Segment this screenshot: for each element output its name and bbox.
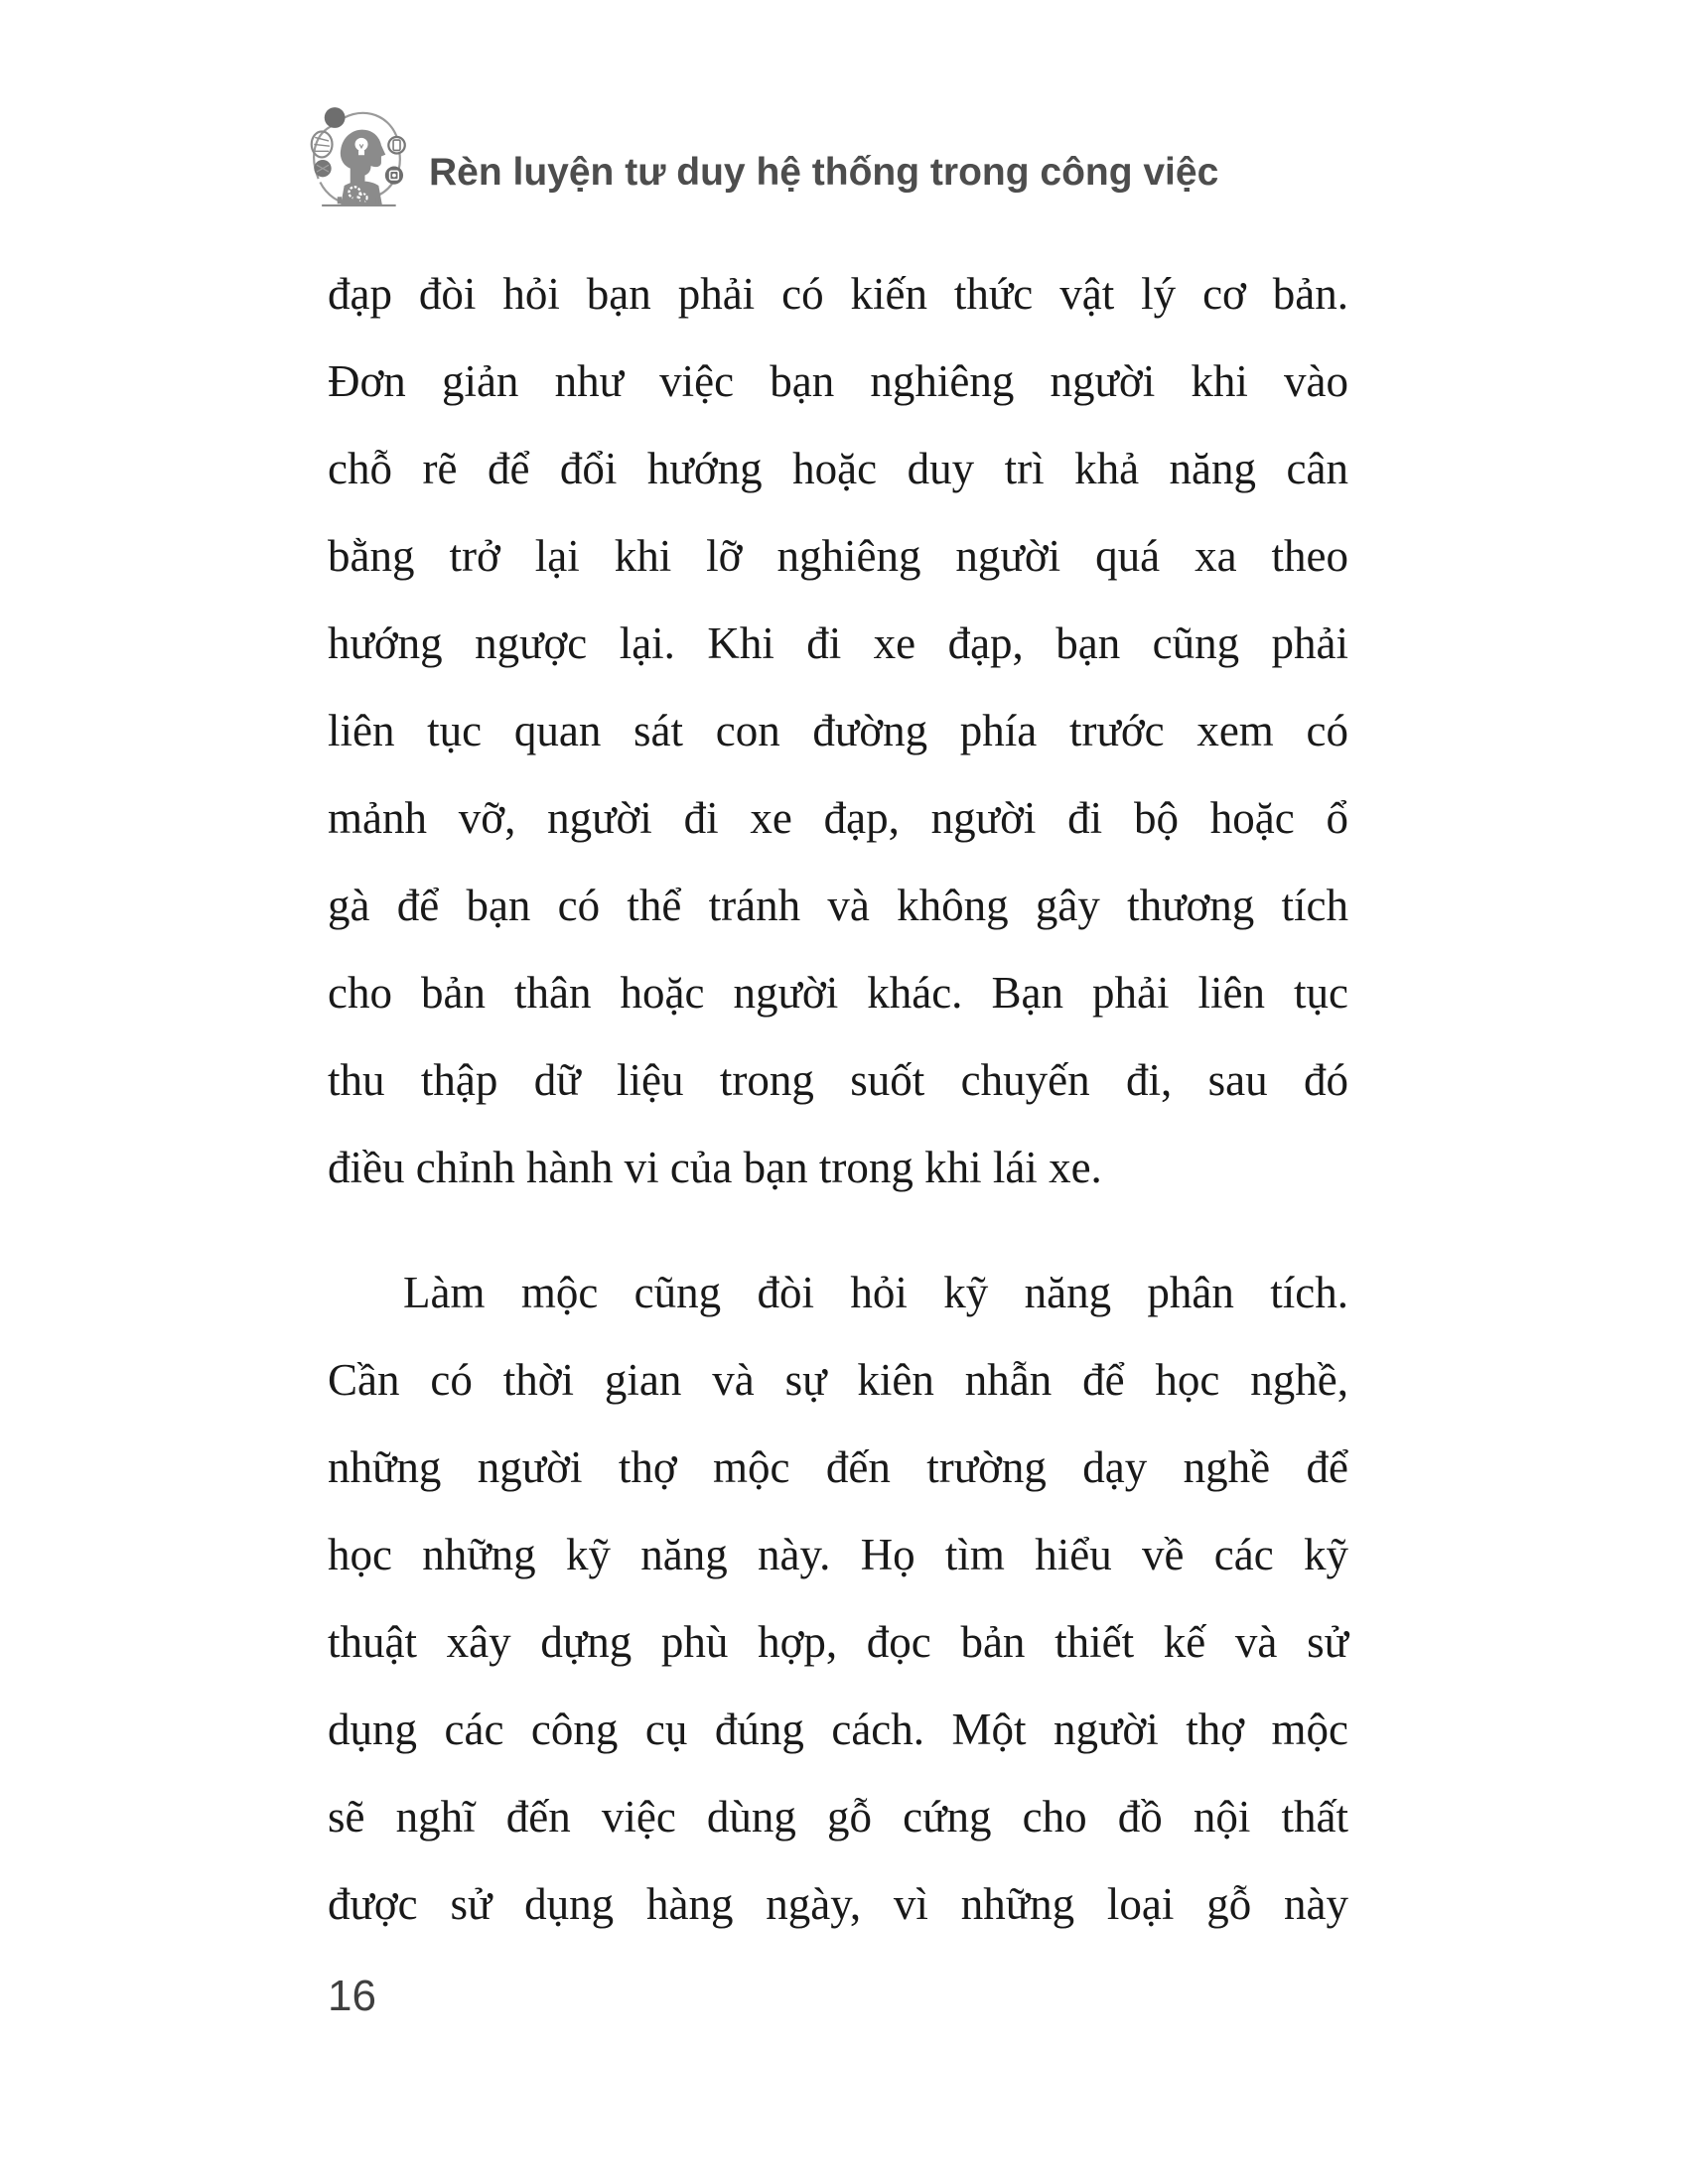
body-text-line: gà để bạn có thể tránh và không gây thương tích <box>328 881 1348 930</box>
body-text-line: hướng ngược lại. Khi đi xe đạp, bạn cũng phải <box>328 618 1348 668</box>
body-text-line: chỗ rẽ để đổi hướng hoặc duy trì khả năng cân <box>328 444 1348 493</box>
body-text-line: thu thập dữ liệu trong suốt chuyến đi, sau đó <box>328 1055 1348 1105</box>
body-text-line: đạp đòi hỏi bạn phải có kiến thức vật lý cơ bản. <box>328 269 1348 319</box>
body-text-line: liên tục quan sát con đường phía trước xem có <box>328 706 1348 755</box>
body-text-line: bằng trở lại khi lỡ nghiêng người quá xa theo <box>328 531 1348 581</box>
body-text-line: Cần có thời gian và sự kiên nhẫn để học nghề, <box>328 1355 1348 1405</box>
body-text-line: dụng các công cụ đúng cách. Một người thợ mộc <box>328 1705 1348 1754</box>
body-text-block <box>328 250 1348 1948</box>
body-text-line: Đơn giản như việc bạn nghiêng người khi vào <box>328 356 1348 406</box>
body-text-line: sẽ nghĩ đến việc dùng gỗ cứng cho đồ nội thất <box>328 1792 1348 1842</box>
body-text-line: Làm mộc cũng đòi hỏi kỹ năng phân tích. <box>403 1268 1348 1317</box>
running-header-title: Rèn luyện tư duy hệ thống trong công việc <box>429 151 1219 194</box>
paragraph-1 <box>328 250 1348 1211</box>
body-text-line: những người thợ mộc đến trường dạy nghề để <box>328 1442 1348 1492</box>
systems-thinking-head-logo-icon <box>310 97 413 222</box>
body-text-line: cho bản thân hoặc người khác. Bạn phải liên tục <box>328 968 1348 1018</box>
body-text-line: học những kỹ năng này. Họ tìm hiểu về các kỹ <box>328 1530 1348 1579</box>
body-text-line: thuật xây dựng phù hợp, đọc bản thiết kế và sử <box>328 1617 1348 1667</box>
page-number: 16 <box>328 1972 376 2020</box>
body-text-line: điều chỉnh hành vi của bạn trong khi lái xe. <box>328 1143 1102 1192</box>
body-text-line: được sử dụng hàng ngày, vì những loại gỗ này <box>328 1879 1348 1929</box>
body-text-line: mảnh vỡ, người đi xe đạp, người đi bộ hoặc ổ <box>328 793 1348 843</box>
running-header <box>310 95 1218 224</box>
paragraph-2 <box>328 1249 1348 1948</box>
